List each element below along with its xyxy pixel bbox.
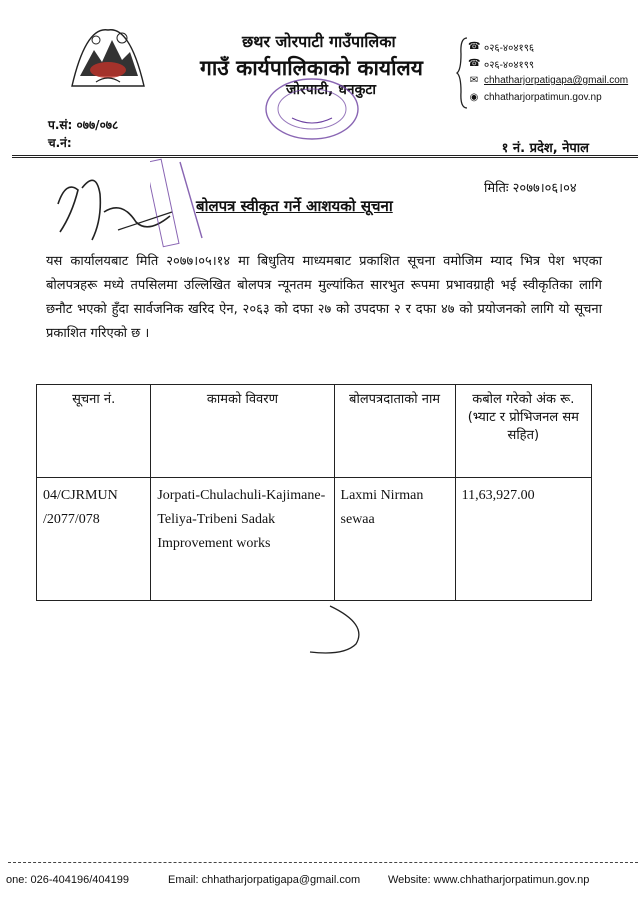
notice-body: यस कार्यालयबाट मिति २०७७।०५।१४ मा बिधुतिय माध्यमबाट प्रकाशित सूचना वमोजिम म्याद भित्र पेश भएका बोलपत्रहरू मध्ये तपसिलमा उल्लिखित बोलपत्र न्यूनतम मुल्यांकित सारभुत रूपमा प्रभावग्राही भई स्वीकृतिका लागि छनौट भएको हुँदा सार्वजनिक खरिद ऐन, २०६३ को दफा २७ को उपदफा २ र दफा ४७ को प्रयोजनको लागि यो सूचना प्रकाशित गरिएको छ ।: [46, 254, 602, 341]
footer-email: Email: chhatharjorpatigapa@gmail.com: [168, 874, 361, 886]
col-header-bid-amount: कबोल गरेको अंक रू. (भ्याट र प्रोभिजनल सम सहित): [455, 385, 591, 478]
province-label: १ नं. प्रदेश, नेपाल: [501, 141, 589, 156]
contact-website: ◉ chhatharjorpatimun.gov.np: [469, 92, 602, 103]
contact-email: ✉ chhatharjorpatigapa@gmail.com: [469, 75, 629, 86]
header-divider: [12, 155, 638, 158]
phone-icon: ☎: [468, 41, 481, 52]
cell-bid-amount: 11,63,927.00: [455, 478, 591, 601]
table-header-row: [37, 385, 592, 478]
notice-title: बोलपत्र स्वीकृत गर्ने आशयको सूचना: [196, 197, 393, 215]
contact-phone-1: ☎ ०२६-४०४१९६: [468, 41, 535, 54]
contact-brace: [456, 36, 468, 110]
mail-icon: ✉: [469, 75, 479, 86]
globe-icon: ◉: [469, 92, 479, 103]
pen-mark: [300, 604, 370, 656]
office-seal-stamp: [262, 74, 362, 144]
col-header-work-description: कामको विवरण: [151, 385, 334, 478]
col-header-bidder-name: बोलपत्रदाताको नाम: [334, 385, 455, 478]
contact-phone-2: ☎ ०२६-४०४१९९: [468, 58, 535, 71]
cell-work-description: Jorpati-Chulachuli-Kajimane-Teliya-Tribeni Sadak Improvement works: [151, 478, 334, 601]
office-location: जोरपाटी, धनकुटा: [286, 82, 377, 98]
contact-list: [468, 38, 638, 106]
bid-table: [36, 384, 592, 601]
municipality-emblem-logo: [66, 16, 150, 92]
footer-website: Website: www.chhatharjorpatimun.gov.np: [388, 874, 590, 886]
notice-date: मितिः २०७७।०६।०४: [484, 181, 577, 196]
reference-number: प.सं: ०७७/०७८: [48, 118, 119, 132]
cell-notice-no: 04/CJRMUN /2077/078: [37, 478, 151, 601]
footer-divider: [8, 862, 638, 863]
municipality-name: छथर जोरपाटी गाउँपालिका: [242, 32, 396, 51]
col-header-notice-no: सूचना नं.: [37, 385, 151, 478]
dispatch-number: च.नं:: [48, 136, 72, 150]
cell-bidder-name: Laxmi Nirman sewaa: [334, 478, 455, 601]
phone-icon: ☎: [468, 58, 481, 69]
office-name: गाउँ कार्यपालिकाको कार्यालय: [200, 56, 423, 80]
footer-phone: one: 026-404196/404199: [6, 874, 129, 886]
table-row: [37, 478, 592, 601]
